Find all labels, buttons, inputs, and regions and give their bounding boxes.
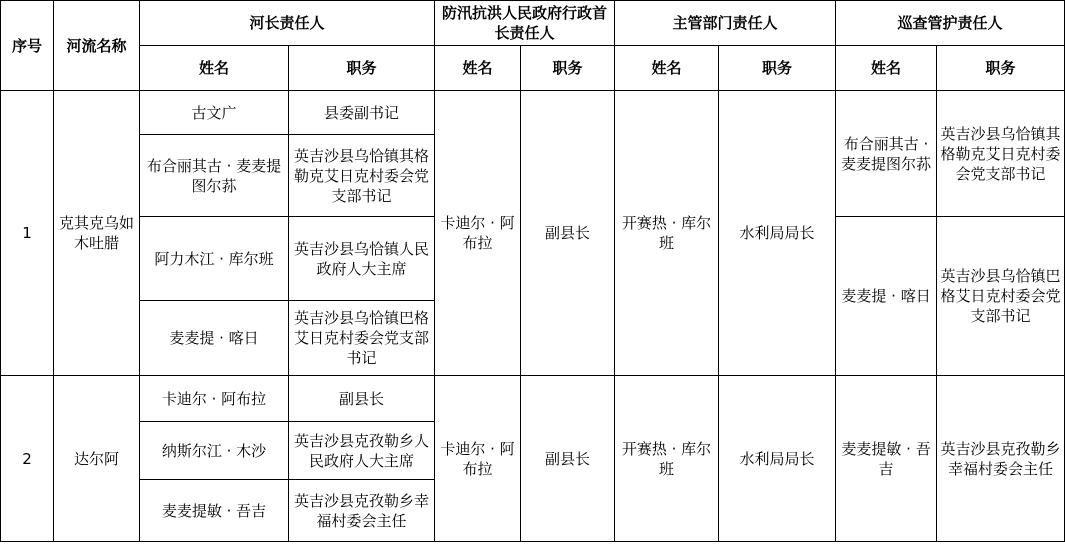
- header-river-name: 河流名称: [54, 1, 140, 91]
- patrol-duty: 英吉沙县克孜勒乡幸福村委会主任: [937, 376, 1065, 542]
- header-dept-chief: 主管部门责任人: [615, 1, 836, 46]
- subheader-name: 姓名: [836, 46, 937, 91]
- chief-duty: 英吉沙县乌恰镇人民政府人大主席: [289, 217, 435, 301]
- chief-name: 卡迪尔 · 阿布拉: [140, 376, 289, 422]
- table-row: [1, 91, 1065, 135]
- subheader-name: 姓名: [140, 46, 289, 91]
- patrol-duty: 英吉沙县乌恰镇巴格艾日克村委会党支部书记: [937, 217, 1065, 376]
- dept-chief-name: 开赛热 · 库尔班: [615, 376, 719, 542]
- subheader-name: 姓名: [615, 46, 719, 91]
- row-seq: 2: [1, 376, 54, 542]
- patrol-name: 麦麦提 · 喀日: [836, 217, 937, 376]
- dept-chief-name: 开赛热 · 库尔班: [615, 91, 719, 376]
- chief-duty: 英吉沙县乌恰镇巴格艾日克村委会党支部书记: [289, 301, 435, 376]
- chief-name: 阿力木江 · 库尔班: [140, 217, 289, 301]
- chief-duty: 英吉沙县克孜勒乡幸福村委会主任: [289, 480, 435, 542]
- header-seq: 序号: [1, 1, 54, 91]
- row-seq: 1: [1, 91, 54, 376]
- chief-name: 布合丽其古 · 麦麦提图尔荪: [140, 135, 289, 217]
- chief-duty: 县委副书记: [289, 91, 435, 135]
- header-flood-chief: 防汛抗洪人民政府行政首长责任人: [435, 1, 615, 46]
- dept-chief-duty: 水利局局长: [719, 91, 836, 376]
- subheader-duty: 职务: [521, 46, 615, 91]
- header-river-chief: 河长责任人: [140, 1, 435, 46]
- chief-name: 麦麦提敏 · 吾吉: [140, 480, 289, 542]
- subheader-duty: 职务: [719, 46, 836, 91]
- flood-chief-name: 卡迪尔 · 阿布拉: [435, 376, 521, 542]
- subheader-duty: 职务: [289, 46, 435, 91]
- dept-chief-duty: 水利局局长: [719, 376, 836, 542]
- table-row: [1, 376, 1065, 422]
- row-river-name: 克其克乌如木吐腊: [54, 91, 140, 376]
- chief-duty: 英吉沙县乌恰镇其格勒克艾日克村委会党支部书记: [289, 135, 435, 217]
- subheader-name: 姓名: [435, 46, 521, 91]
- header-patrol-chief: 巡查管护责任人: [836, 1, 1065, 46]
- flood-chief-duty: 副县长: [521, 91, 615, 376]
- subheader-duty: 职务: [937, 46, 1065, 91]
- flood-chief-duty: 副县长: [521, 376, 615, 542]
- patrol-duty: 英吉沙县乌恰镇其格勒克艾日克村委会党支部书记: [937, 91, 1065, 217]
- chief-name: 纳斯尔江 · 木沙: [140, 422, 289, 480]
- flood-chief-name: 卡迪尔 · 阿布拉: [435, 91, 521, 376]
- chief-name: 麦麦提 · 喀日: [140, 301, 289, 376]
- chief-duty: 副县长: [289, 376, 435, 422]
- chief-name: 古文广: [140, 91, 289, 135]
- row-river-name: 达尔阿: [54, 376, 140, 542]
- chief-duty: 英吉沙县克孜勒乡人民政府人大主席: [289, 422, 435, 480]
- patrol-name: 麦麦提敏 · 吾吉: [836, 376, 937, 542]
- patrol-name: 布合丽其古 · 麦麦提图尔荪: [836, 91, 937, 217]
